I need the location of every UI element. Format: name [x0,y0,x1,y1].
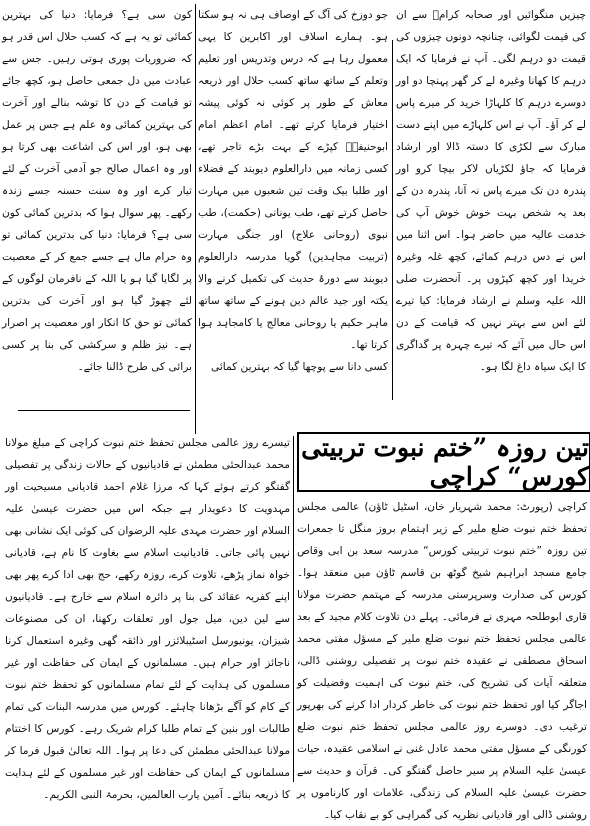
column-divider [293,436,294,782]
article-headline: تین روزہ ”ختم نبوت تربیتی کورس“ کراچی [297,432,590,492]
paragraph: کراچی (رپورٹ: محمد شہریار خان، اسٹیل ٹاؤن) عالمی مجلس تحفظ ختم نبوت ضلع ملیر کے زیر اہتمام بروز منگل تا جمعرات تین روزہ ”ختم نبوت تربیتی کورس“ مدرسہ سعد بن ابی وقاص جامع مسجد ابراہیم شیخ گوٹھ بن قاسم ٹاؤن میں منعقد ہوا۔ کورس کی صدارت وسرپرستی مدرسہ کے مہتمم حضرت مولانا قاری ابوطلحہ مہری نے فرمائی۔ پہلے دن تلاوت کلام مجید کے بعد عالمی مجلس تحفظ ختم نبوت ضلع ملیر کے مسؤل مفتی محمد اسحاق مصطفی نے عقیدہ ختم نبوت پر تفصیلی روشنی ڈالی، متعلقہ آیات کی تشریح کی، ختم نبوت کی اہمیت وفضیلت کو اجاگر کیا اور تحفظ ختم نبوت کی خاطر کردار ادا کرنے کی بھرپور ترغیب دی۔ دوسرے روز عالمی مجلس تحفظ ختم نبوت ضلع کورنگی کے مسؤل مفتی محمد عادل غنی نے اسلامی عقیدہ، حیات عیسیٰ علیہ السلام پر سیر حاصل گفتگو کی۔ قرآن و حدیث سے حضرت عیسیٰ علیہ السلام کی زندگی، علامات اور کارناموں پر روشنی ڈالی اور قادیانی نظریہ کی گمراہی کو بے نقاب کیا۔ [297,501,587,821]
paragraph: تیسرے روز عالمی مجلس تحفظ ختم نبوت کراچی کے مبلغ مولانا محمد عبدالحئی مطمئن نے قادیانیوں کے حالات زندگی پر تفصیلی گفتگو کرتے ہوئے کہا کہ مرزا غلام احمد قادیانی مسیحیت اور مہدویت کا دعویدار ہے جبکہ اس میں حضرت عیسیٰ علیہ السلام اور حضرت مہدی علیہ الرضوان کی کوئی ایک نشانی بھی نہیں پائی جاتی۔ قادیانیت اسلام سے بغاوت کا نام ہے، قادیانی خواہ نماز پڑھے، تلاوت کرے، روزہ رکھے، حج بھی ادا کرے پھر بھی اپنے کفریہ عقائد کی بنا پر دائرہ اسلام سے خارج ہے۔ قادیانیوں سے لین دین، میل جول اور تعلقات رکھنا، ان کی مصنوعات شیزان، یونیورسل اسٹیبلائزر اور ذائقہ گھی وغیرہ استعمال کرنا ناجائز اور حرام ہیں۔ مسلمانوں کے ایمان کی حفاظت اور غیر مسلموں کی ہدایت کے لئے تمام مسلمانوں کو تحفظ ختم نبوت کے کام کو آگے بڑھانا چاہئے۔ کورس میں مدرسہ البنات کی تمام طالبات اور بنین کے تمام طلبا کرام شریک رہے۔ کورس کا اختتام مولانا عبدالحئی مطمئن کی دعا پر ہوا۔ اللہ تعالیٰ قبول فرما کر مسلمانوں کے ایمان کی حفاظت اور غیر مسلموں کے لئے ہدایت کا ذریعہ بنائے۔ آمین یارب العالمین، بحرمۃ النبی الکریم۔ [5,437,290,801]
article-column-top-middle [198,4,388,378]
column-divider [195,4,196,434]
report-column-right [297,496,587,826]
paragraph: کون سی ہے؟ فرمایا: دنیا کی بہترین کمائی تو یہ ہے کہ کسب حلال اس قدر ہو کہ ضروریات پوری ہوتی رہیں۔ جس سے عبادت میں دل جمعی حاصل ہو، کچھ جائے تو قیامت کے دن کا توشہ بنالے اور آخرت کی بہترین کمائی وہ علم ہے جس پر عمل بھی ہو، اور اس کی اشاعت بھی کرتا ہو اور وہ اعمال صالح جو آدمی آخرت کے لئے تیار کرے اور وہ سنت حسنہ جسے زندہ رکھے۔ پھر سوال ہوا کہ بدترین کمائی کون سی ہے؟ فرمایا: دنیا کی بدترین کمائی تو وہ حرام مال ہے جسے جمع کر کے معصیت پر لگایا گیا ہو یا اللہ کے نافرمان لوگوں کے لئے چھوڑ گیا ہو اور آخرت کی بدترین کمائی تو حق کا انکار اور معصیت پر اصرار ہے۔ نیز ظلم و سرکشی کی بنا پر کسی برائی کی طرح ڈالنا جائے۔ [2,9,192,373]
article-column-top-right [396,4,586,378]
paragraph-end: کسی دانا سے پوچھا گیا کہ بہترین کمائی [210,361,388,373]
column-divider [392,40,393,400]
paragraph: چیزیں منگوائیں اور صحابہ کرامؓ سے ان کی قیمت لگوائی، چنانچہ دونوں چیزوں کی قیمت دو درہم لگی۔ آپ نے فرمایا کہ ایک درہم کا کھانا وغیرہ لے کر گھر پہنچا دو اور دوسرے درہم کا کلہاڑا خرید کر میرے پاس لے کر آؤ۔ آپ نے اس کلہاڑے میں اپنے دست مبارک سے لکڑی کا دستہ ڈالا اور ارشاد فرمایا کہ جاؤ لکڑیاں لاکر بیچا کرو اور پندرہ دن تک میرے پاس نہ آنا، پندرہ دن کے بعد یہ شخص بہت خوش خوش آپ کی خدمت عالیہ میں حاضر ہوا۔ اس اثنا میں اس نے دس درہم کمائے، کچھ غلہ وغیرہ خریدا اور کچھ کپڑوں پر۔ آنحضرت صلی اللہ علیہ وسلم نے ارشاد فرمایا: کیا تیرے لئے اس سے بہتر نہیں کہ قیامت کے دن اس حال میں آئے کہ تیرے چہرہ پر گداگری کا ایک سیاہ داغ لگا ہو۔ [396,9,586,373]
report-column-left [5,432,290,806]
paragraph: جو دوزخ کی آگ کے اوصاف ہی نہ ہو سکتا ہو۔ ہمارے اسلاف اور اکابرین کا یہی معمول رہا ہے کہ درس وتدریس اور تعلیم وتعلم کے ساتھ ساتھ کسب حلال اور ذریعہ معاش کے طور پر کوئی نہ کوئی پیشہ اختیار فرمایا کرتے تھے۔ امام اعظم امام ابوحنیفہؒ کپڑے کے بہت بڑے تاجر تھے، کسی زمانہ میں دارالعلوم دیوبند کے فضلاء اور طلبا بیک وقت تین شعبوں میں مہارت حاصل کرتے تھے، طب یونانی (حکمت)، طب نبوی (روحانی علاج) اور جنگی مہارت (تربیت مجاہدین) گویا مدرسہ دارالعلوم دیوبند سے دورۂ حدیث کی تکمیل کرنے والا یکتہ اور جید عالم دین ہونے کے ساتھ ساتھ ماہر حکیم یا روحانی معالج یا کامجاہد ہوا کرتا تھا۔ [198,9,388,351]
section-divider [18,410,190,411]
article-column-top-left [2,4,192,378]
